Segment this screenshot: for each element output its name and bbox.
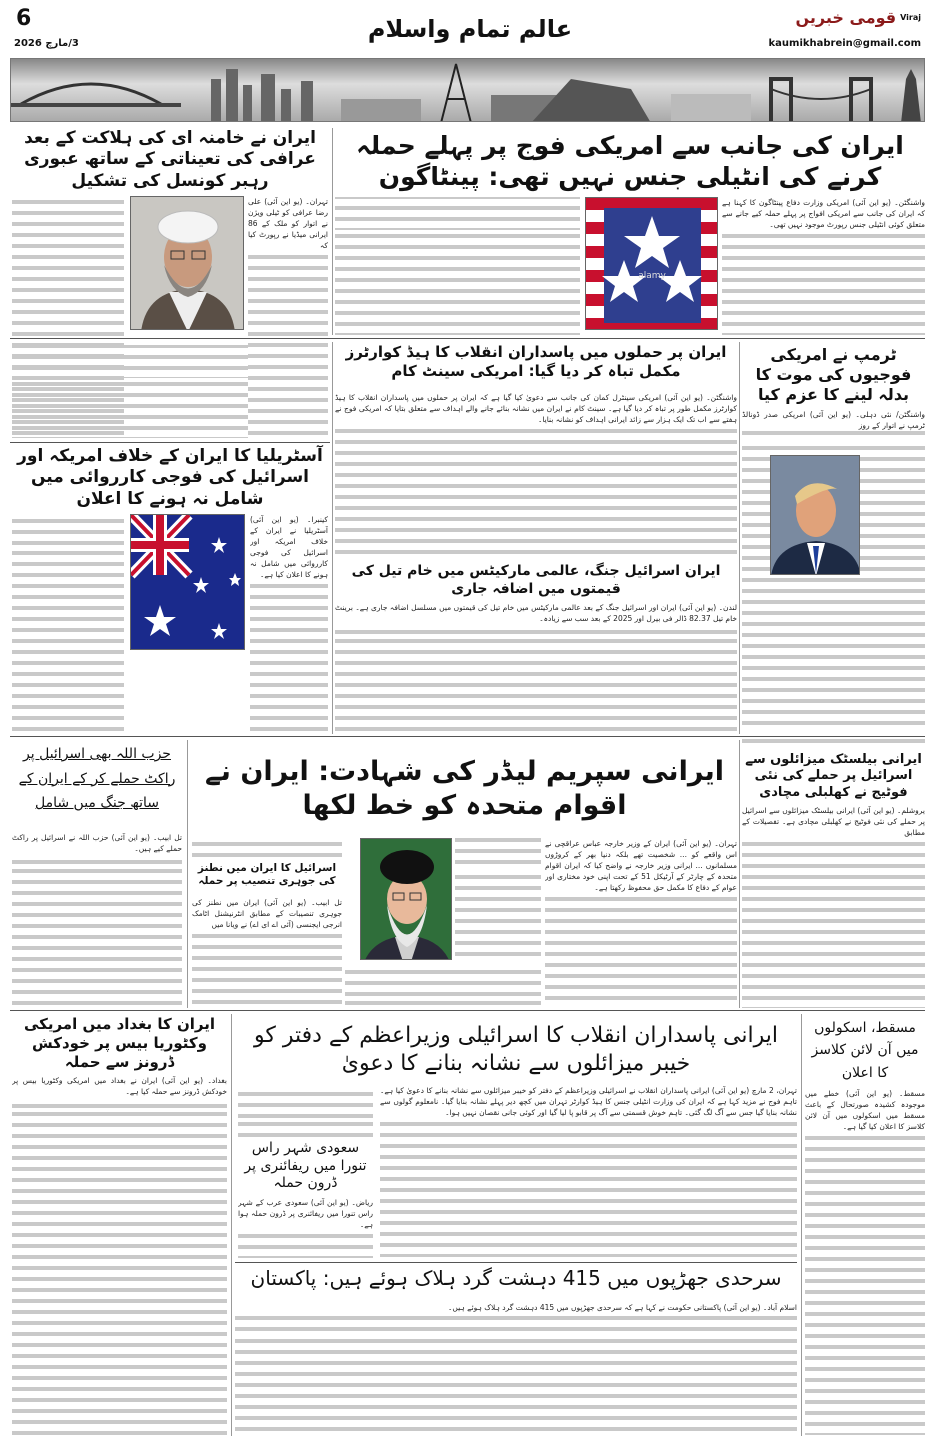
story-footage-text: یروشلم۔ (یو این آئی) ایرانی بیلسٹک میزائلوں سے اسرائیل پر حملے کی نئی فوٹیج نے کھلبلی مچادی ہے۔ تفصیلات کے مطابق [742, 805, 925, 1008]
story-irgc-pm-text: تہران، 2 مارچ (یو این آئی) ایرانی پاسداران انقلاب نے اسرائیلی وزیراعظم کے دفتر کو خیبر میزائلوں سے نشانہ بنانے کا دعویٰ کیا ہے۔ تاہم فوج نے مزید کہا ہے کہ ایران کی وزارت انٹیلی جنس کا ہیڈ کوارٹر تہران میں کچھ دیر پہلے نشانہ بنایا گیا۔ نامعلوم گولوں سے نشانہ بنایا گیا جس سے آگ لگ گئی۔ تاہم خوش قسمتی سے آگ پر قابو پا لیا گیا اور کوئی جانی نقصان نہیں ہوا۔ [380, 1085, 797, 1257]
flag-image [585, 197, 718, 330]
story-un-letter-col2 [455, 838, 541, 963]
story-natanz-text: تل ابیب۔ (یو این آئی) ایران میں نطنز کی جوہری تنصیبات کے مطابق انٹرنیشنل اٹامک انرجی ایجنسی (آئی اے ای اے) نے ویانا میں [192, 897, 342, 1006]
story-irgc-pm-col-left [238, 1085, 373, 1137]
story-council-continued [12, 345, 248, 438]
story-baghdad-text: بغداد۔ (یو این آئی) ایران نے بغداد میں امریکی وکٹوریا بیس پر خودکش ڈرونز سے حملہ کیا ہے۔ [12, 1075, 227, 1435]
page-number: 6 [16, 6, 32, 31]
story-trump-text: واشنگٹن/ نئی دہلی۔ (یو این آئی) امریکی صدر ڈونالڈ ٹرمپ نے اتوار کے روز [742, 409, 925, 732]
masthead [0, 0, 935, 56]
headline-hezbollah: حزب اللہ بھی اسرائیل پر راکٹ حملے کر کے ایران کے ساتھ جنگ میں شامل [18, 746, 176, 811]
story-un-letter-col1: تہران۔ (یو این آئی) ایران کے وزیر خارجہ عباس عراقچی نے اس واقعے کو ... شخصیت تھے بلکہ دنیا بھر کے کروڑوں مسلمانوں ... ایرانی وزیر خارجہ نے واضح کیا کہ ایران اقوام متحدہ کے چارٹر کے آرٹیکل 51 کے تحت اپنی خود مختاری اور عوام کے دفاع کا مکمل حق محفوظ رکھتا ہے۔ [545, 838, 737, 1006]
story-australia-right: کینبرا۔ (یو این آئی) آسٹریلیا نے ایران کے خلاف امریکہ اور اسرائیل کی فوجی کارروائی میں شامل نہ ہونے کا اعلان کیا ہے۔ [250, 514, 328, 733]
story-oil-text: لندن۔ (یو این آئی) ایران اور اسرائیل جنگ کے بعد عالمی مارکیٹس میں خام تیل کی قیمتوں میں مسلسل اضافہ جاری ہے۔ برینٹ خام تیل 82.37 ڈالر فی بیرل اور 2025 کے بعد سب سے زیادہ۔ [335, 602, 737, 732]
section-title: عالم تمام واسلام [367, 15, 573, 43]
headline-un-letter: ایرانی سپریم لیڈر کی شہادت: ایران نے اقوام متحدہ کو خط لکھا [204, 756, 725, 821]
story-muscat-text: مسقط۔ (یو این آئی) خطے میں موجودہ کشیدہ صورتحال کے باعث مسقط میں اسکولوں میں آن لائن کلاسز کا اعلان کیا گیا ہے۔ [805, 1088, 925, 1435]
cleric-photo [130, 196, 244, 330]
email: kaumikhabrein@gmail.com [768, 38, 921, 49]
headline-muscat: مسقط، اسکولوں میں آن لائن کلاسز کا اعلان [811, 1020, 919, 1081]
story-pentagon-col2 [335, 197, 580, 335]
logo-mark: Viraj [900, 13, 921, 22]
headline-irgc-pm: ایرانی پاسداران انقلاب کا اسرائیلی وزیراعظم کے دفتر کو خیبر میزائلوں سے نشانہ بنانے کا دعویٰ [254, 1023, 778, 1076]
story-hezbollah-text: تل ابیب۔ (یو این آئی) حزب اللہ نے اسرائیل پر راکٹ حملے کیے ہیں۔ [12, 832, 182, 1006]
headline-council: ایران نے خامنہ ای کی ہلاکت کے بعد عرافی کی تعیناتی کے ساتھ عبوری رہبر کونسل کی تشکیل [24, 128, 316, 191]
headline-ras-tanura: سعودی شہر راس تنورا میں ریفائنری پر ڈرون حملہ [244, 1140, 367, 1191]
headline-footage: ایرانی بیلسٹک میزائلوں سے اسرائیل پر حملے کی نئی فوٹیج نے کھلبلی مچادی [745, 752, 922, 800]
headline-oil: ایران اسرائیل جنگ، عالمی مارکیٹس میں خام تیل کی قیمتوں میں اضافہ جاری [351, 563, 721, 597]
headline-natanz: اسرائیل کا ایران میں نطنز کی جوہری تنصیب پر حملہ [197, 862, 337, 888]
headline-pakistan: سرحدی جھڑپوں میں 415 دہشت گرد ہلاک ہوئے ہیں: پاکستان [250, 1266, 782, 1290]
story-pentagon-col1: واشنگٹن۔ (یو این آئی) امریکی وزارت دفاع پینٹاگون کا کہنا ہے کہ ایران کی جانب سے امریکی افواج پر پہلے حملہ کیے جانے سے متعلق کوئی انٹیلی جنس رپورٹ موجود نہیں تھی۔ [722, 197, 925, 335]
australia-flag-image [130, 514, 245, 650]
story-un-letter-col4 [192, 838, 342, 860]
story-un-letter-col3 [345, 964, 541, 1006]
headline-baghdad: ایران کا بغداد میں امریکی وکٹوریا بیس پر خودکش ڈرونز سے حملہ [23, 1015, 216, 1071]
headline-pentagon: ایران کی جانب سے امریکی فوج پر پہلے حملہ کرنے کی انٹیلی جنس نہیں تھی: پینٹاگون [356, 131, 904, 192]
logo [796, 8, 921, 27]
story-centcom-text: واشنگٹن۔ (یو این آئی) امریکی سینٹرل کمان کی جانب سے دعویٰ کیا گیا ہے کہ ایران پر حملوں میں پاسداران انقلاب کا ہیڈ کوارٹرز مکمل طور پر تباہ کر دیا گیا ہے۔ سینٹ کام نے ایران میں نشانہ بنائے جانے والے اہداف سے متعلق بتایا کہ امریکی فوج نے ہفتے سے اب تک ایک ہزار سے زائد ایرانی اہداف کو نشانہ بنایا۔ [335, 392, 737, 557]
headline-trump: ٹرمپ نے امریکی فوجیوں کی موت کا بدلہ لینے کا عزم کیا [755, 345, 912, 404]
story-centcom-continued [742, 738, 925, 750]
trump-photo [770, 455, 860, 575]
story-pakistan-text: اسلام آباد۔ (یو این آئی) پاکستانی حکومت نے کہا ہے کہ سرحدی جھڑپوں میں 415 دہشت گرد ہلاک ہوئے ہیں۔ [235, 1302, 797, 1435]
date: 3/مارچ 2026 [14, 38, 79, 49]
logo-text: قومی خبریں [795, 8, 897, 27]
story-ras-tanura-text: ریاض۔ (یو این آئی) سعودی عرب کے شہر راس تنورا میں ریفائنری پر ڈرون حملہ ہوا ہے۔ [238, 1197, 373, 1258]
headline-centcom: ایران پر حملوں میں پاسداران انقلاب کا ہیڈ کوارٹرز مکمل تباہ کر دیا گیا: امریکی سینٹ کام [345, 343, 727, 380]
khamenei-photo [360, 838, 452, 960]
story-australia-left [12, 514, 124, 733]
watermark: alamy [638, 271, 666, 281]
story-council-col-right: تہران۔ (یو این آئی) علی رضا عرافی کو ٹیلی ویژن نے اتوار کو ملک کے 86 ایرانی میڈیا نے رپورٹ کیا کہ [248, 196, 328, 438]
headline-australia: آسٹریلیا کا ایران کے خلاف امریکہ اور اسرائیل کی فوجی کارروائی میں شامل نہ ہونے کا اعلان [17, 446, 323, 509]
banner-image [10, 58, 925, 122]
